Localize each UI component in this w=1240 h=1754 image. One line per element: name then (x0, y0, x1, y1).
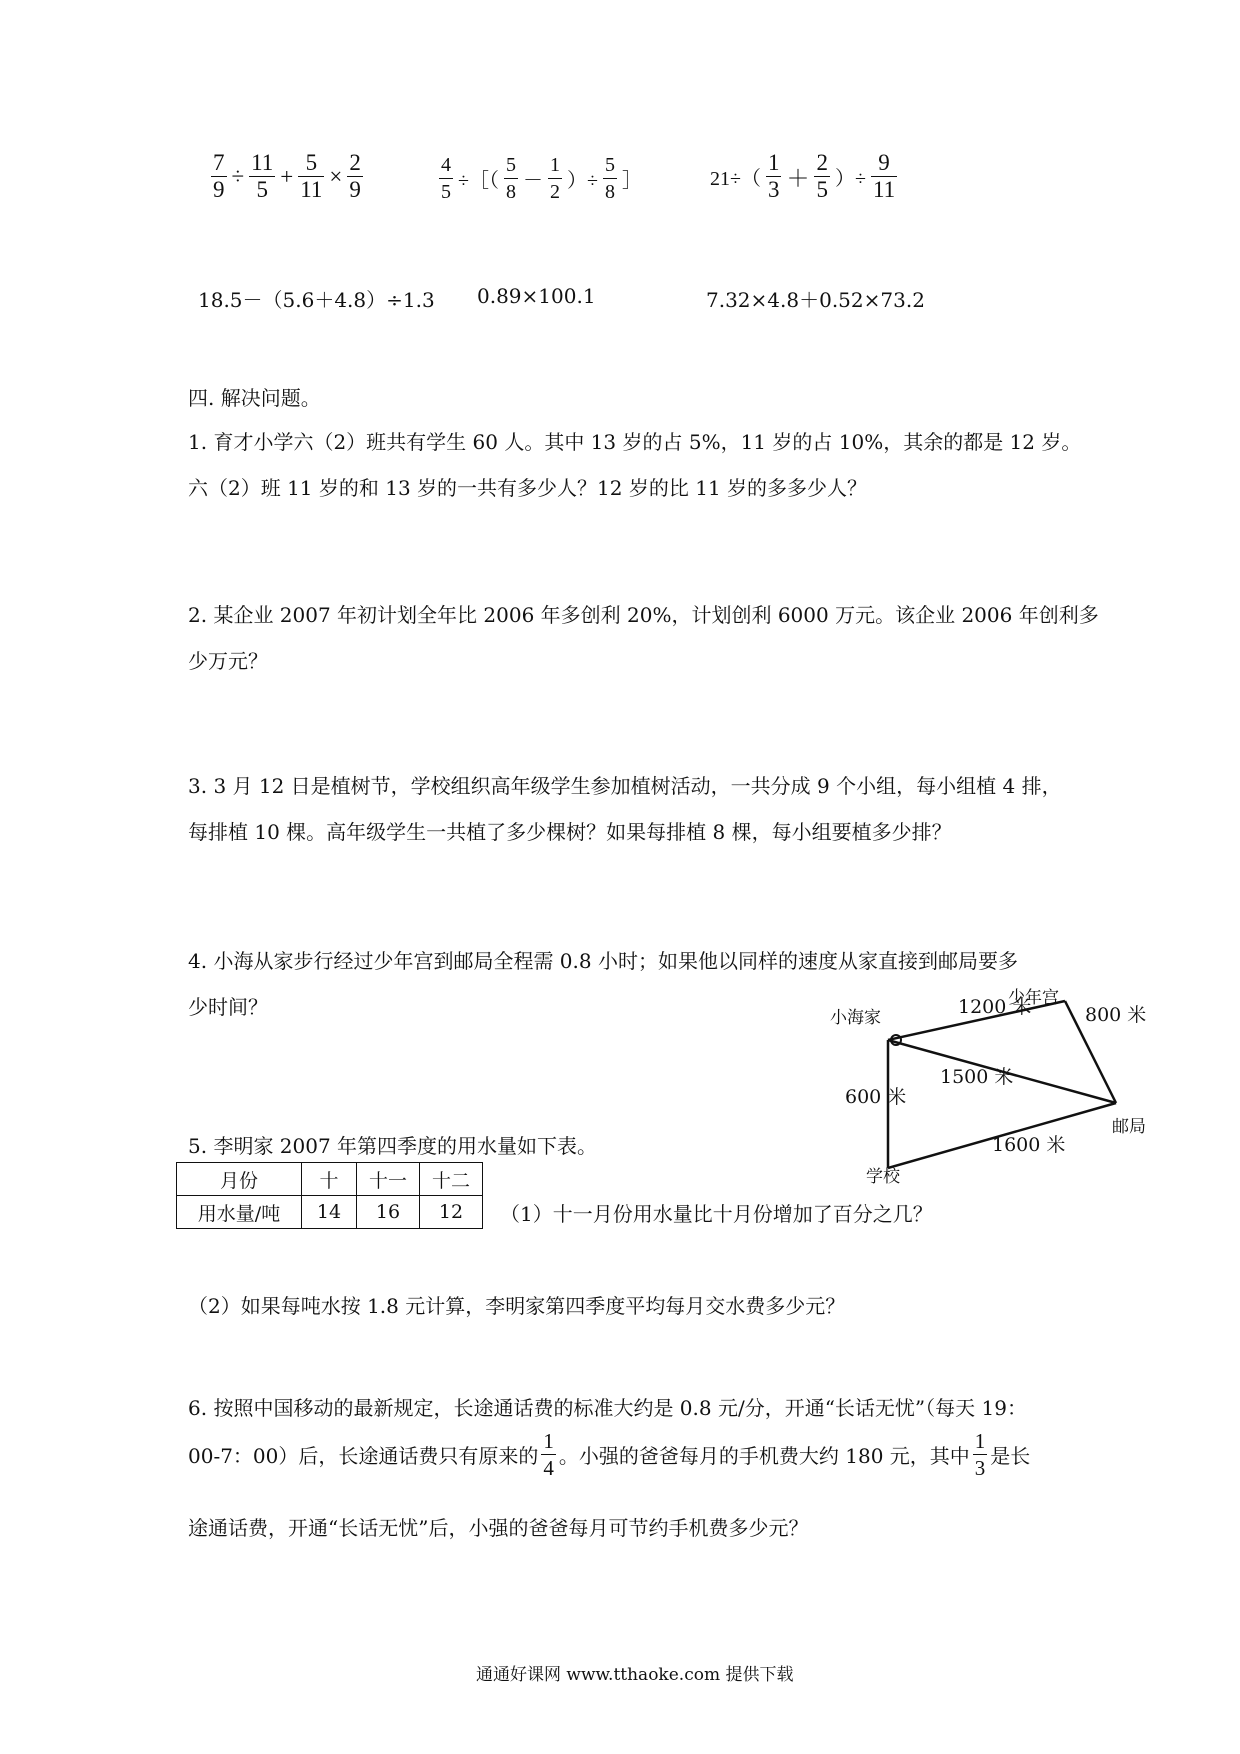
section-title: 四. 解决问题。 (188, 386, 321, 410)
table-cell: 14 (302, 1196, 357, 1229)
denominator: 3 (767, 177, 780, 202)
denominator: 9 (213, 177, 225, 202)
operator: + (280, 163, 294, 189)
expr-3 (708, 150, 900, 203)
fraction (766, 150, 782, 203)
numerator: 4 (439, 152, 453, 179)
numerator: 5 (298, 150, 324, 177)
operator: ÷［（ (458, 170, 499, 192)
numerator: 2 (816, 150, 828, 175)
fraction (298, 150, 324, 203)
denominator: 5 (441, 181, 451, 203)
home-marker (891, 1035, 901, 1045)
question-3-line-1: 3. 3 月 12 日是植树节，学校组织高年级学生参加植树活动，一共分成 9 个小组，每小组植 4 排， (188, 774, 1062, 798)
fraction (973, 1428, 988, 1481)
question-4-line-2: 少时间？ (188, 995, 268, 1019)
denominator: 11 (872, 177, 896, 202)
numerator: 1 (974, 1429, 986, 1453)
fraction (504, 152, 518, 205)
water-usage-table (176, 1162, 483, 1229)
numerator: 9 (871, 150, 897, 177)
operator: ＋ (786, 166, 810, 191)
fraction (548, 152, 562, 205)
label-post: 邮局 (1112, 1117, 1146, 1137)
numerator: 1 (543, 1429, 554, 1453)
table-cell: 16 (357, 1196, 420, 1229)
expr-4: 18.5－（5.6＋4.8）÷1.3 (198, 288, 435, 312)
label-distance-home-post: 1500 米 (940, 1066, 1014, 1088)
footer: 通通好课网 www.tthaoke.com 提供下载 (476, 1665, 794, 1685)
operator: ）÷ (834, 168, 866, 190)
fraction (249, 150, 275, 203)
operator: ÷ (231, 163, 245, 189)
numerator: 2 (349, 150, 361, 175)
question-6-text-c: 是长 (990, 1444, 1031, 1468)
expr-2 (436, 152, 644, 205)
question-2-line-1: 2. 某企业 2007 年初计划全年比 2006 年多创利 20%，计划创利 6000 万元。该企业 2006 年创利多 (188, 603, 1099, 627)
label-distance-school-post: 1600 米 (992, 1134, 1066, 1156)
question-3-line-2: 每排植 10 棵。高年级学生一共植了多少棵树？如果每排植 8 棵，每小组要植多少排？ (188, 820, 952, 844)
question-5-sub-2: （2）如果每吨水按 1.8 元计算，李明家第四季度平均每月交水费多少元？ (188, 1294, 846, 1318)
expr-5: 0.89×100.1 (477, 284, 596, 308)
question-6-line-1: 6. 按照中国移动的最新规定，长途通话费的标准大约是 0.8 元/分，开通“长话无忧”（每天 19： (188, 1396, 1027, 1420)
question-6-text-a: 00-7：00）后，长途通话费只有原来的 (188, 1444, 539, 1468)
question-5-line-1: 5. 李明家 2007 年第四季度的用水量如下表。 (188, 1134, 598, 1158)
denominator: 11 (300, 177, 323, 202)
table-header-cell: 月份 (177, 1163, 302, 1196)
numerator: 1 (767, 150, 780, 175)
question-6-line-3: 途通话费，开通“长话无忧”后，小强的爸爸每月可节约手机费多少元？ (188, 1516, 809, 1540)
numerator: 1 (548, 152, 562, 179)
numerator: 5 (504, 152, 518, 179)
denominator: 8 (604, 181, 615, 203)
fraction (814, 150, 830, 203)
operator: ）÷ (566, 170, 598, 192)
question-1-line-2: 六（2）班 11 岁的和 13 岁的一共有多少人？12 岁的比 11 岁的多多少人？ (188, 476, 868, 500)
label-school: 学校 (866, 1167, 900, 1187)
fraction (439, 152, 453, 205)
expr-6: 7.32×4.8＋0.52×73.2 (706, 288, 925, 312)
fraction (541, 1428, 556, 1481)
operator: 21÷（ (710, 168, 761, 190)
operator: － (522, 170, 543, 192)
expr-1 (208, 150, 366, 203)
fraction (603, 152, 617, 205)
table-cell: 12 (420, 1196, 483, 1229)
label-home: 小海家 (830, 1008, 881, 1028)
label-palace: 少年宫 (1008, 988, 1059, 1008)
label-distance-palace-post: 800 米 (1085, 1004, 1147, 1026)
numerator: 7 (213, 150, 225, 175)
numerator: 11 (251, 150, 274, 175)
table-header-cell: 十二 (420, 1163, 483, 1196)
denominator: 4 (543, 1456, 554, 1480)
fraction (871, 150, 897, 203)
fraction (211, 150, 227, 203)
table-header-row (177, 1163, 483, 1196)
table-row (177, 1196, 483, 1229)
table-header-cell: 十一 (357, 1163, 420, 1196)
label-distance-home-school: 600 米 (845, 1086, 907, 1108)
denominator: 8 (505, 181, 516, 203)
question-5-sub-1: （1）十一月份用水量比十月份增加了百分之几？ (500, 1202, 933, 1226)
table-header-cell: 十 (302, 1163, 357, 1196)
operator: × (329, 163, 343, 189)
denominator: 5 (256, 177, 268, 202)
table-cell: 用水量/吨 (177, 1196, 302, 1229)
question-1-line-1: 1. 育才小学六（2）班共有学生 60 人。其中 13 岁的占 5%，11 岁的占 10%，其余的都是 12 岁。 (188, 430, 1082, 454)
label-distance-home-palace: 1200 米 (958, 996, 1032, 1018)
question-6-text-b: 。小强的爸爸每月的手机费大约 180 元，其中 (558, 1444, 970, 1468)
question-6-line-2 (188, 1428, 1030, 1481)
fraction (347, 150, 363, 203)
denominator: 9 (349, 177, 361, 202)
numerator: 5 (603, 152, 617, 179)
question-2-line-2: 少万元？ (188, 649, 268, 673)
denominator: 2 (549, 181, 560, 203)
denominator: 3 (974, 1456, 986, 1480)
operator: ］ (621, 170, 642, 192)
question-4-line-1: 4. 小海从家步行经过少年宫到邮局全程需 0.8 小时；如果他以同样的速度从家直接到邮局要多 (188, 949, 1018, 973)
denominator: 5 (816, 177, 828, 202)
